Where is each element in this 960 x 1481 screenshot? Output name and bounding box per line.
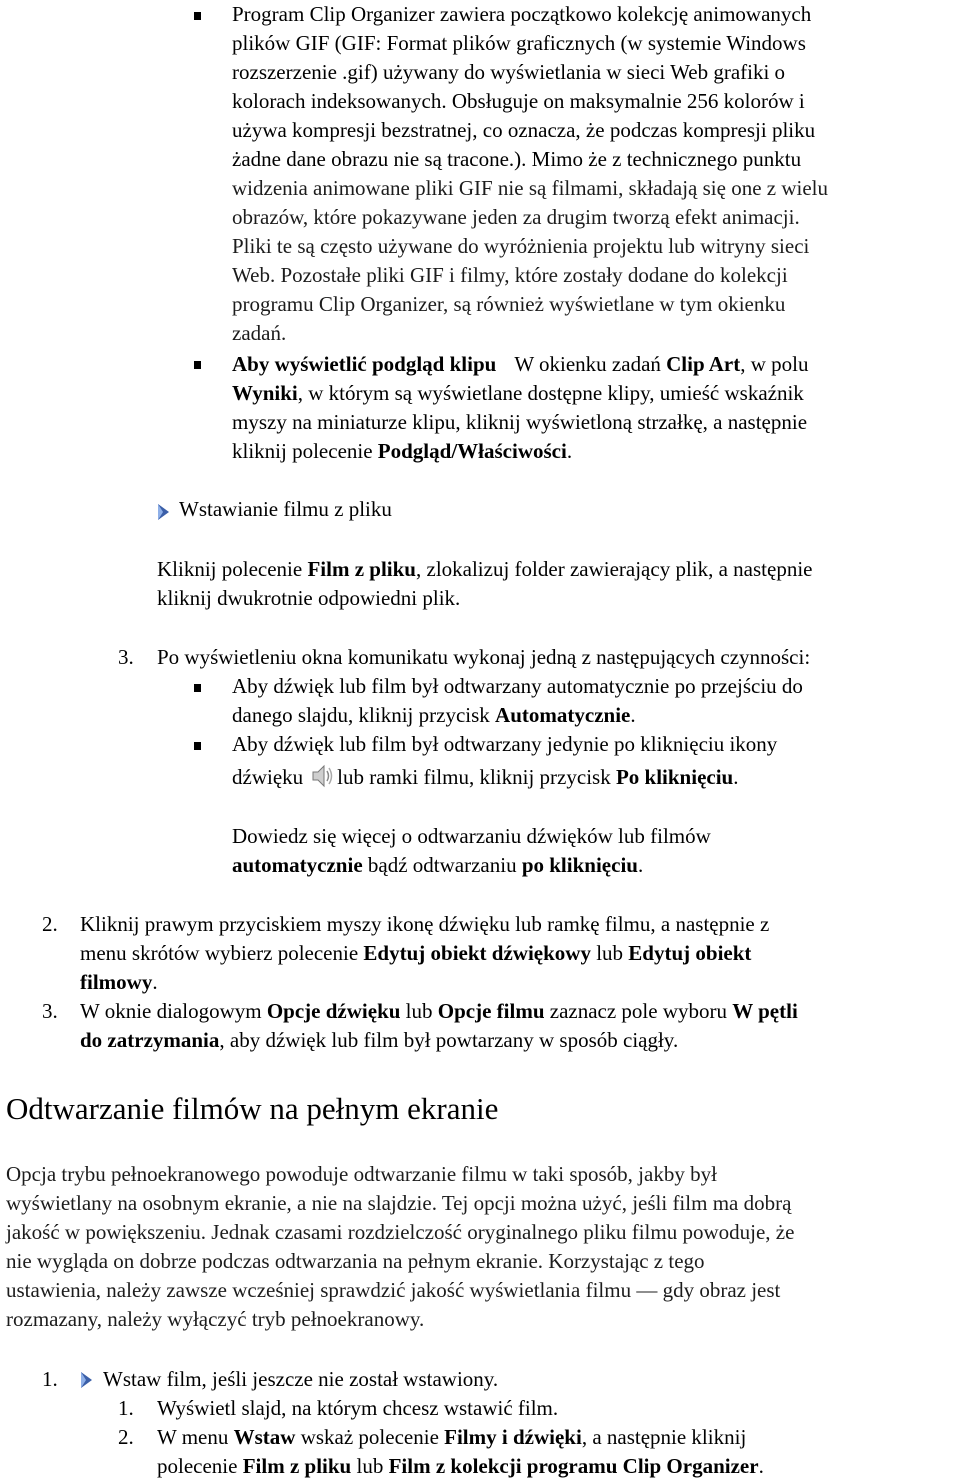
bullet-square <box>194 742 201 750</box>
text-run: lub <box>400 999 438 1023</box>
outer2-line-1: Kliknij prawym przyciskiem myszy ikonę dźwięku lub ramkę filmu, a następnie z <box>80 912 770 936</box>
list-number: 3. <box>42 999 58 1023</box>
text-line: żadne dane obrazu nie są tracone.). Mimo że z technicznego punktu <box>232 147 802 171</box>
text-line: programu Clip Organizer, są również wyświetlane w tym okienku <box>232 292 786 316</box>
text-run: . <box>733 765 739 789</box>
text-run: kliknij polecenie <box>232 439 378 463</box>
bullet-square <box>194 684 201 692</box>
text-run: lub <box>590 941 629 965</box>
text-run: , zlokalizuj folder zawierający plik, a następnie <box>416 557 813 581</box>
text-run: . <box>152 970 158 994</box>
text-line: Program Clip Organizer zawiera początkowo kolekcję animowanych <box>232 2 812 26</box>
expand-arrow-icon[interactable] <box>157 503 171 521</box>
text-run: menu skrótów wybierz polecenie <box>80 941 364 965</box>
text-line: Pliki te są często używane do wyróżnienia projektu lub witryny sieci <box>232 234 810 258</box>
text-line: jakość w powiększeniu. Jednak czasami rozdzielczość oryginalnego pliku filmu powoduje, że <box>6 1220 795 1244</box>
ui-term: Film z pliku <box>307 557 416 581</box>
text-run: , w którym są wyświetlane dostępne klipy, umieść wskaźnik <box>297 381 804 405</box>
ui-term: Podgląd/Właściwości <box>377 439 567 463</box>
substep-2-line-1 <box>157 1423 746 1452</box>
text-line: używa kompresji bezstratnej, co oznacza, że podczas kompresji pliku <box>232 118 816 142</box>
ui-term: Film z pliku <box>242 1454 352 1478</box>
ui-term: W pętli <box>732 999 798 1023</box>
text-run: zaznacz pole wyboru <box>544 999 733 1023</box>
option-click-line-1: Aby dźwięk lub film był odtwarzany jedynie po kliknięciu ikony <box>232 732 778 756</box>
ui-term: Edytuj obiekt <box>628 941 752 965</box>
ui-term: filmowy <box>80 970 153 994</box>
link-term[interactable]: automatycznie <box>232 853 363 877</box>
text-run: W menu <box>157 1425 234 1449</box>
text-line: kolorach indeksowanych. Obsługuje on maksymalnie 256 kolorów i <box>232 89 805 113</box>
option-auto-line-1: Aby dźwięk lub film był odtwarzany automatycznie po przejściu do <box>232 674 803 698</box>
outer2-line-2 <box>80 939 751 968</box>
text-line: ustawienia, należy zawsze wcześniej sprawdzić jakość wyświetlania filmu — gdy obraz jest <box>6 1278 781 1302</box>
text-run: bądź odtwarzaniu <box>362 853 522 877</box>
text-line: rozmazany, należy wyłączyć tryb pełnoekranowy. <box>6 1307 425 1331</box>
text-run: dźwięku <box>232 765 304 789</box>
expand-arrow-icon[interactable] <box>80 1371 94 1389</box>
list-number: 2. <box>42 912 58 936</box>
ui-term: Filmy i dźwięki <box>444 1425 582 1449</box>
text-run: wskaż polecenie <box>295 1425 445 1449</box>
text-line: rozszerzenie .gif) używany do wyświetlania w sieci Web grafiki o <box>232 60 786 84</box>
substep-2-line-2 <box>157 1452 764 1481</box>
substep-1: Wyświetl slajd, na którym chcesz wstawić film. <box>157 1396 559 1420</box>
outer3-line-1 <box>80 997 798 1026</box>
text-line: plików GIF (GIF: Format plików graficznych (w systemie Windows <box>232 31 806 55</box>
text-line: obrazów, które pokazywane jeden za drugim tworzą efekt animacji. <box>232 205 800 229</box>
text-run: , a następnie kliknij <box>581 1425 747 1449</box>
learn-more-line-1[interactable]: Dowiedz się więcej o odtwarzaniu dźwięków lub filmów <box>232 824 711 848</box>
text-run: , w polu <box>740 352 809 376</box>
text-run: . <box>566 439 573 463</box>
text-run: . <box>630 703 636 727</box>
insert-film-link[interactable]: Wstaw film, jeśli jeszcze nie został wstawiony. <box>103 1367 499 1391</box>
text-run: danego slajdu, kliknij przycisk <box>232 703 496 727</box>
preview-line-1 <box>232 350 808 379</box>
bullet-square <box>194 361 201 369</box>
text-run: Kliknij polecenie <box>157 557 308 581</box>
ui-term: Wyniki <box>232 381 298 405</box>
ui-term: Edytuj obiekt dźwiękowy <box>363 941 591 965</box>
text-line: wyświetlany na osobnym ekranie, a nie na slajdzie. Tej opcji można użyć, jeśli film ma dobrą <box>6 1191 792 1215</box>
text-run: polecenie <box>157 1454 243 1478</box>
option-click-line-2 <box>232 762 738 792</box>
text-run: , aby dźwięk lub film był powtarzany w sposób ciągły. <box>219 1028 679 1052</box>
link-term[interactable]: po kliknięciu <box>521 853 638 877</box>
list-number: 3. <box>118 645 134 669</box>
list-number: 1. <box>42 1367 58 1391</box>
ui-term: do zatrzymania <box>80 1028 220 1052</box>
section-heading: Odtwarzanie filmów na pełnym ekranie <box>6 1091 499 1126</box>
text-line: Web. Pozostałe pliki GIF i filmy, które zostały dodane do kolekcji <box>232 263 788 287</box>
speaker-icon <box>309 762 335 790</box>
step3-text: Po wyświetleniu okna komunikatu wykonaj jedną z następujących czynności: <box>157 645 811 669</box>
film-from-file-line-1 <box>157 555 813 584</box>
ui-term: Film z kolekcji programu Clip Organizer <box>388 1454 759 1478</box>
text-line: Opcja trybu pełnoekranowego powoduje odtwarzanie filmu w taki sposób, jakby był <box>6 1162 717 1186</box>
text-run: lub ramki filmu, kliknij przycisk <box>337 765 616 789</box>
bullet-square <box>194 12 201 20</box>
ui-term: Wstaw <box>233 1425 296 1449</box>
preview-line-4 <box>232 437 572 466</box>
preview-lead: Aby wyświetlić podgląd klipu <box>232 352 497 376</box>
preview-line-3: myszy na miniaturze klipu, kliknij wyświetloną strzałkę, a następnie <box>232 410 808 434</box>
list-number: 2. <box>118 1425 134 1449</box>
text-line: widzenia animowane pliki GIF nie są filmami, składają się one z wielu <box>232 176 828 200</box>
film-from-file-line-2: kliknij dwukrotnie odpowiedni plik. <box>157 586 461 610</box>
text-line: nie wygląda on dobrze podczas odtwarzania na pełnym ekranie. Korzystając z tego <box>6 1249 705 1273</box>
subsection-link[interactable]: Wstawianie filmu z pliku <box>179 497 392 521</box>
learn-more-line-2[interactable] <box>232 851 643 880</box>
text-run: . <box>758 1454 764 1478</box>
ui-term: Automatycznie <box>495 703 631 727</box>
outer3-line-2 <box>80 1026 678 1055</box>
text-run: lub <box>351 1454 389 1478</box>
text-line: zadań. <box>232 321 287 345</box>
ui-term: Clip Art <box>666 352 741 376</box>
text-run: W oknie dialogowym <box>80 999 267 1023</box>
ui-term: Po kliknięciu <box>615 765 734 789</box>
option-auto-line-2 <box>232 701 636 730</box>
outer2-line-3 <box>80 968 158 997</box>
text-run: . <box>637 853 644 877</box>
ui-term: Opcje filmu <box>437 999 545 1023</box>
preview-line-2 <box>232 379 804 408</box>
list-number: 1. <box>118 1396 134 1420</box>
ui-term: Opcje dźwięku <box>266 999 401 1023</box>
text-run: W okienku zadań <box>514 352 667 376</box>
